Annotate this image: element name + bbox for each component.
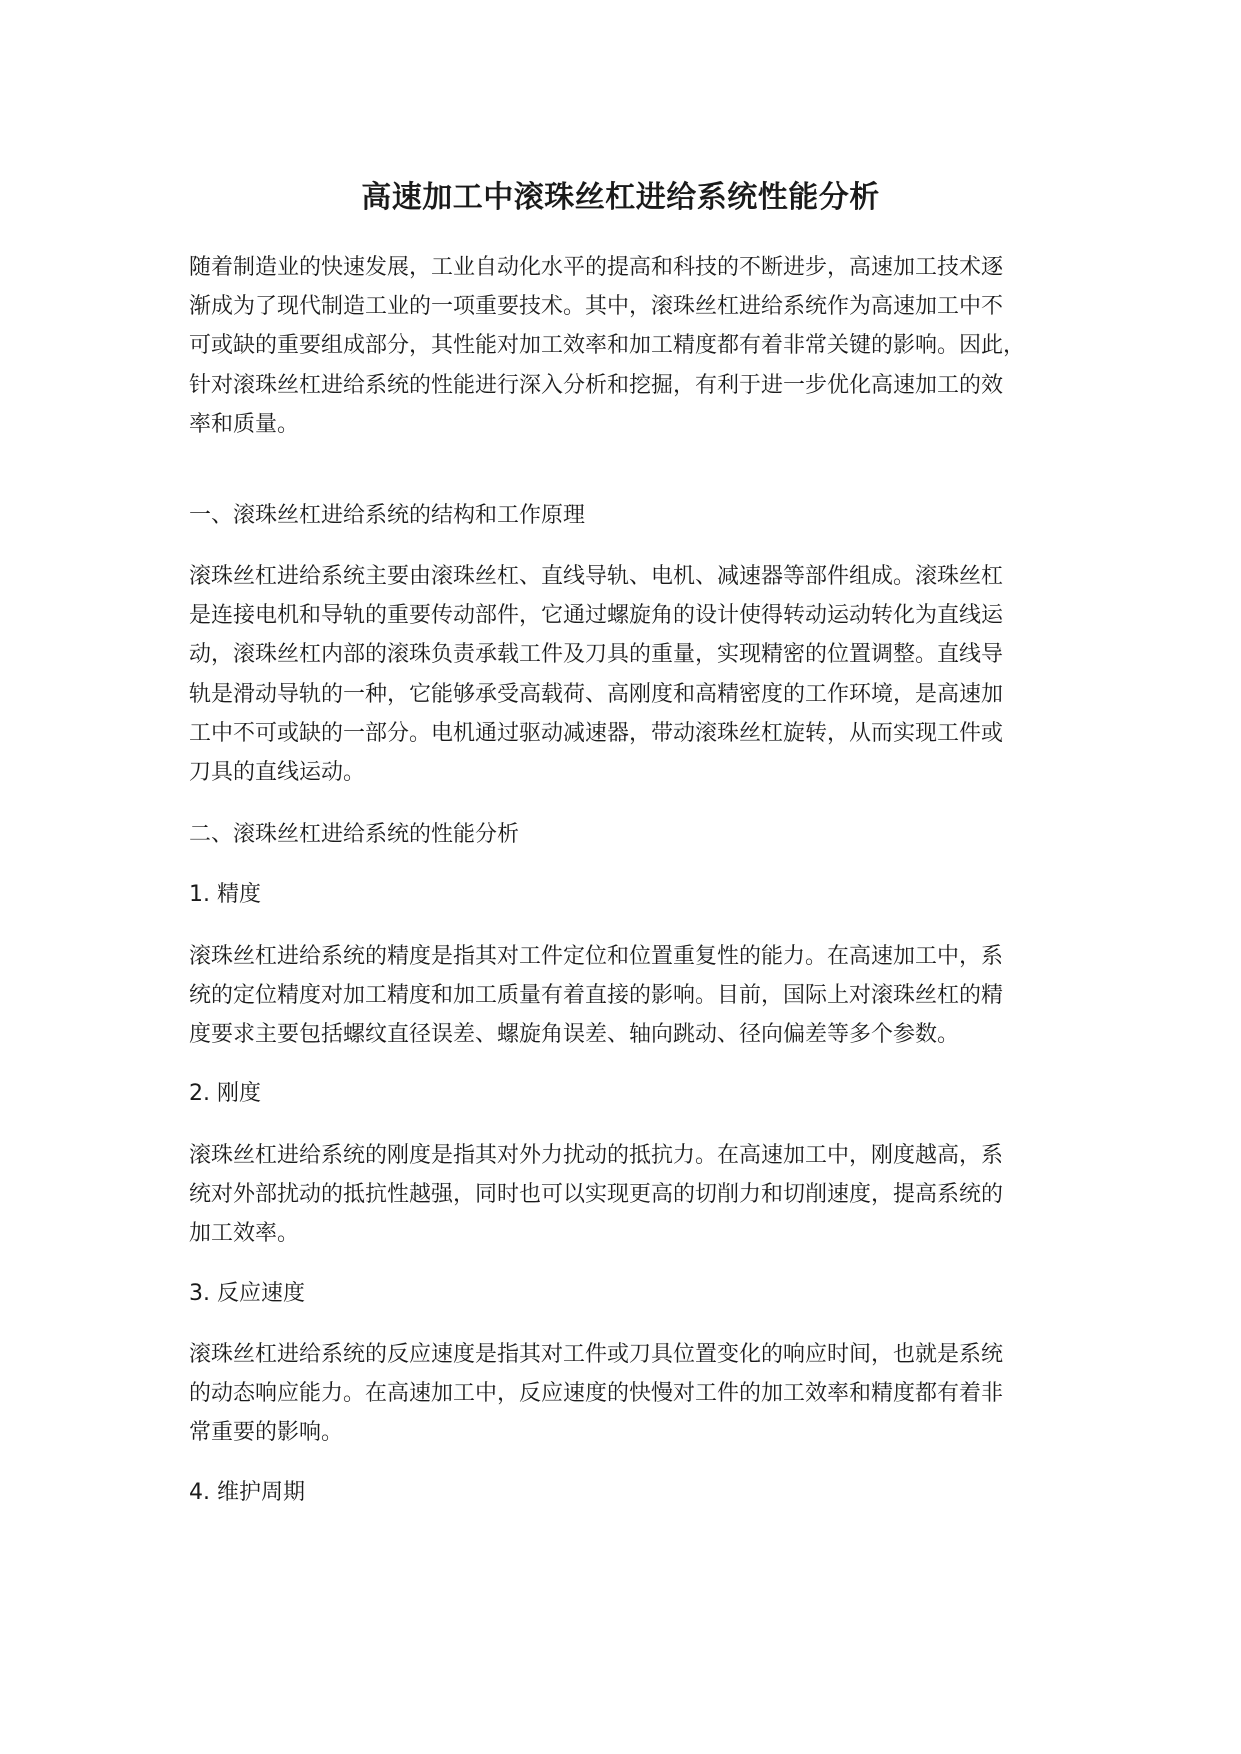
paragraph-line: 的动态响应能力。在高速加工中，反应速度的快慢对工件的加工效率和精度都有着非	[189, 1381, 1004, 1407]
paragraph-line: 滚珠丝杠进给系统的刚度是指其对外力扰动的抵抗力。在高速加工中，刚度越高，系	[189, 1143, 1004, 1168]
paragraph-line: 刀具的直线运动。	[189, 759, 366, 785]
paragraph-line: 常重要的影响。	[189, 1420, 344, 1446]
paragraph-line: 率和质量。	[189, 411, 300, 437]
paragraph-line: 轨是滑动导轨的一种，它能够承受高载荷、高刚度和高精密度的工作环境，是高速加	[189, 681, 1004, 707]
paragraph-line: 滚珠丝杠进给系统主要由滚珠丝杠、直线导轨、电机、减速器等部件组成。滚珠丝杠	[189, 564, 1004, 589]
subsection-heading: 4. 维护周期	[189, 1480, 305, 1505]
section-heading: 二、滚珠丝杠进给系统的性能分析	[189, 822, 520, 847]
paragraph-line: 工中不可或缺的一部分。电机通过驱动减速器，带动滚珠丝杠旋转，从而实现工件或	[189, 720, 1004, 746]
paragraph-line: 统对外部扰动的抵抗性越强，同时也可以实现更高的切削力和切削速度，提高系统的	[189, 1182, 1004, 1208]
paragraph-line: 针对滚珠丝杠进给系统的性能进行深入分析和挖掘，有利于进一步优化高速加工的效	[189, 372, 1004, 398]
paragraph-line: 加工效率。	[189, 1221, 300, 1247]
paragraph-line: 随着制造业的快速发展，工业自动化水平的提高和科技的不断进步，高速加工技术逐	[189, 255, 1004, 280]
document-title: 高速加工中滚珠丝杠进给系统性能分析	[361, 180, 880, 215]
paragraph-line: 滚珠丝杠进给系统的反应速度是指其对工件或刀具位置变化的响应时间，也就是系统	[189, 1342, 1004, 1367]
subsection-heading: 1. 精度	[189, 882, 261, 907]
stiffness-paragraph	[189, 1136, 1045, 1254]
paragraph-line: 可或缺的重要组成部分，其性能对加工效率和加工精度都有着非常关键的影响。因此，	[189, 333, 1026, 359]
paragraph-line: 是连接电机和导轨的重要传动部件，它通过螺旋角的设计使得转动运动转化为直线运	[189, 603, 1004, 629]
paragraph-line: 动，滚珠丝杠内部的滚珠负责承载工件及刀具的重量，实现精密的位置调整。直线导	[189, 642, 1004, 668]
paragraph-line: 统的定位精度对加工精度和加工质量有着直接的影响。目前，国际上对滚珠丝杠的精	[189, 983, 1004, 1009]
precision-paragraph	[189, 937, 1045, 1055]
structure-paragraph	[189, 557, 1045, 792]
paragraph-line: 度要求主要包括螺纹直径误差、螺旋角误差、轴向跳动、径向偏差等多个参数。	[189, 1022, 960, 1048]
paragraph-line: 渐成为了现代制造工业的一项重要技术。其中，滚珠丝杠进给系统作为高速加工中不	[189, 294, 1004, 320]
subsection-heading: 3. 反应速度	[189, 1281, 305, 1306]
intro-paragraph	[189, 248, 1045, 444]
section-heading: 一、滚珠丝杠进给系统的结构和工作原理	[189, 503, 586, 528]
response-speed-paragraph	[189, 1335, 1045, 1453]
paragraph-line: 滚珠丝杠进给系统的精度是指其对工件定位和位置重复性的能力。在高速加工中，系	[189, 944, 1004, 969]
subsection-heading: 2. 刚度	[189, 1081, 261, 1106]
